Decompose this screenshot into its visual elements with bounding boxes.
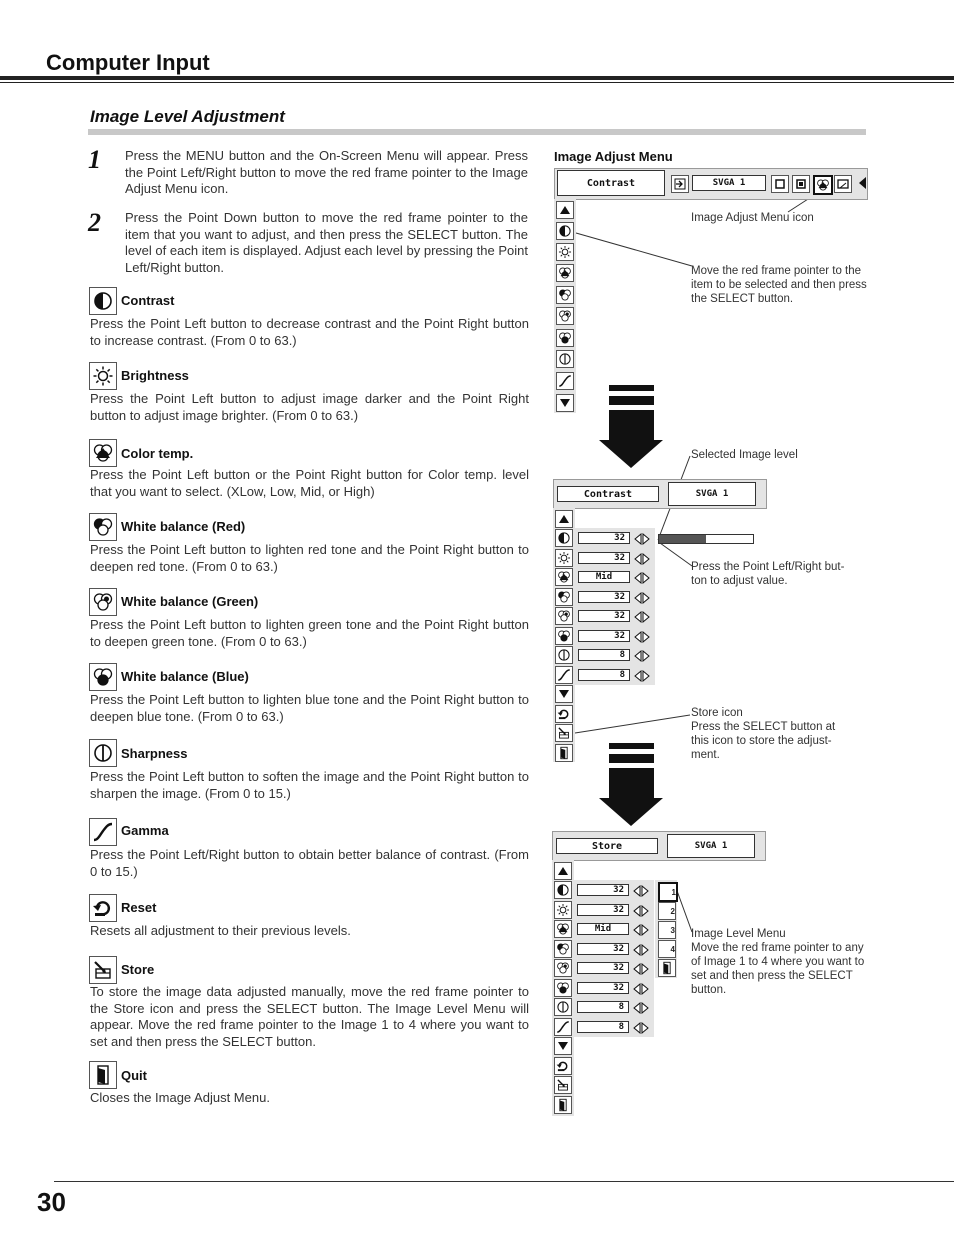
menu2-gamma-icon[interactable]	[555, 666, 573, 684]
menu3-down-icon[interactable]	[554, 1037, 572, 1055]
menu2-reset-icon[interactable]	[555, 705, 573, 723]
osd-menu1-source: SVGA 1	[692, 175, 766, 191]
menu1-color-temp-icon[interactable]	[556, 264, 574, 282]
menu3-wb-blue-icon[interactable]	[554, 979, 572, 997]
screen-menu-icon	[834, 175, 852, 193]
item-text-brightness: Press the Point Left button to adjust image darker and the Point Right button to adjust image brighter. (From 0 to 63.)	[90, 391, 529, 423]
step-text-2: Press the Point Down button to move the red frame pointer to the item that you want to adjust, and then press the SELECT button. The level of each item is displayed. Adjust each level by pressing the Point Left/Right button.	[125, 210, 528, 275]
item-text-wb-blue: Press the Point Left button to lighten blue tone and the Point Right button to deepen blue tone. (From 0 to 63.)	[90, 692, 529, 724]
section-title: Computer Input	[46, 50, 210, 75]
menu3-contrast-icon[interactable]	[554, 881, 572, 899]
white-balance-red-icon	[89, 513, 117, 541]
menu2-quit-icon[interactable]	[555, 744, 573, 762]
item-title-contrast: Contrast	[121, 293, 175, 308]
item-text-store: To store the image data adjusted manually, move the red frame pointer to the Store icon and press the SELECT button. The Image Level Menu will appear. Move the red frame pointer to the Image 1 to 4 where you want to set and then press the SELECT button.	[90, 984, 529, 1049]
step-number-1: 1	[88, 145, 101, 174]
item-title-reset: Reset	[121, 900, 157, 915]
menu1-down-icon[interactable]	[556, 394, 574, 412]
menu2-value-wb-green: 32	[578, 610, 630, 622]
menu1-wb-blue-icon[interactable]	[556, 329, 574, 347]
menu3-gamma-icon[interactable]	[554, 1018, 572, 1036]
menu2-value-brightness: 32	[578, 552, 630, 564]
item-title-gamma: Gamma	[121, 823, 169, 838]
menu1-contrast-icon[interactable]	[556, 222, 574, 240]
menu3-value-color-temp: Mid	[577, 923, 629, 935]
menu3-color-temp-icon[interactable]	[554, 920, 572, 938]
menu2-wb-blue-icon[interactable]	[555, 627, 573, 645]
menu2-lr-icon-1[interactable]	[634, 533, 650, 545]
osd-menu2-source: SVGA 1	[668, 482, 756, 506]
menu3-lr-icon-7[interactable]	[633, 1002, 649, 1014]
menu2-level-slider[interactable]	[658, 534, 754, 544]
image-select-icon	[792, 175, 810, 193]
menu3-up-icon[interactable]	[554, 862, 572, 880]
sharpness-icon	[89, 739, 117, 767]
menu2-wb-red-icon[interactable]	[555, 588, 573, 606]
brightness-icon	[89, 362, 117, 390]
osd-menu2-label: Contrast	[557, 486, 659, 502]
image-slot-4[interactable]	[658, 940, 676, 958]
annot-store-icon: Store icon	[691, 707, 743, 719]
menu2-wb-green-icon[interactable]	[555, 607, 573, 625]
store-icon	[89, 956, 117, 984]
menu3-value-brightness: 32	[577, 904, 629, 916]
osd-menu3-label: Store	[556, 838, 658, 854]
menu3-lr-icon-2[interactable]	[633, 905, 649, 917]
item-title-wb-green: White balance (Green)	[121, 594, 259, 609]
item-title-wb-red: White balance (Red)	[121, 519, 246, 534]
image-slot-4-label: 4	[670, 944, 675, 954]
page-number: 30	[37, 1187, 66, 1217]
menu2-lr-icon-4[interactable]	[634, 592, 650, 604]
annot-image-level-menu: Image Level Menu	[691, 928, 786, 940]
image-slot-3[interactable]	[658, 921, 676, 939]
image-slot-1-label: 1	[671, 887, 676, 897]
menu3-store-icon[interactable]	[554, 1076, 572, 1094]
item-text-color-temp: Press the Point Left button or the Point Right button for Color temp. level that you want to select. (XLow, Low, Mid, or High)	[90, 467, 529, 499]
annot-image-level-desc: Move the red frame pointer to any of Image 1 to 4 where you want to set and then press the SELECT button.	[691, 942, 865, 996]
color-temp-icon	[89, 439, 117, 467]
system-menu-icon	[771, 175, 789, 193]
image-slot-1[interactable]	[658, 882, 678, 902]
figure-title: Image Adjust Menu	[554, 149, 673, 164]
subtitle-bar	[88, 129, 866, 135]
gamma-icon	[89, 818, 117, 846]
menu2-down-icon[interactable]	[555, 685, 573, 703]
menu2-value-wb-blue: 32	[578, 630, 630, 642]
step-number-2: 2	[88, 208, 101, 237]
menu1-wb-green-icon[interactable]	[556, 307, 574, 325]
menu2-value-contrast: 32	[578, 532, 630, 544]
menu2-value-sharpness: 8	[578, 649, 630, 661]
menu1-gamma-icon[interactable]	[556, 372, 574, 390]
menu3-lr-icon-3[interactable]	[633, 924, 649, 936]
menu3-wb-red-icon[interactable]	[554, 940, 572, 958]
menu2-value-color-temp: Mid	[578, 571, 630, 583]
annot-selected-level: Selected Image level	[691, 449, 798, 461]
menu1-sharpness-icon[interactable]	[556, 350, 574, 368]
image-adjust-menu-icon[interactable]	[813, 175, 833, 195]
annot-left-right: Press the Point Left/Right but- ton to adjust value.	[691, 561, 845, 587]
menu3-reset-icon[interactable]	[554, 1057, 572, 1075]
item-text-contrast: Press the Point Left button to decrease contrast and the Point Right button to increase contrast. (From 0 to 63.)	[90, 316, 529, 348]
menu2-brightness-icon[interactable]	[555, 549, 573, 567]
item-title-wb-blue: White balance (Blue)	[121, 669, 249, 684]
image-level-quit-icon[interactable]	[658, 959, 676, 977]
menu1-brightness-icon[interactable]	[556, 243, 574, 261]
menu2-lr-icon-5[interactable]	[634, 611, 650, 623]
menu3-sharpness-icon[interactable]	[554, 998, 572, 1016]
item-title-color-temp: Color temp.	[121, 446, 194, 461]
input-icon	[671, 175, 689, 193]
menu3-lr-icon-5[interactable]	[633, 963, 649, 975]
item-title-quit: Quit	[121, 1068, 147, 1083]
menu2-contrast-icon[interactable]	[555, 529, 573, 547]
menu3-wb-green-icon[interactable]	[554, 959, 572, 977]
menu3-lr-icon-6[interactable]	[633, 983, 649, 995]
sound-menu-icon	[856, 175, 866, 191]
menu3-value-wb-red: 32	[577, 943, 629, 955]
menu2-color-temp-icon[interactable]	[555, 568, 573, 586]
menu2-lr-icon-8[interactable]	[634, 670, 650, 682]
step-text-1: Press the MENU button and the On-Screen Menu will appear. Press the Point Left/Right button to move the red frame pointer to the Image Adjust Menu icon.	[125, 148, 528, 196]
annot-store-desc: Press the SELECT button at this icon to store the adjust- ment.	[691, 721, 836, 761]
menu2-value-wb-red: 32	[578, 591, 630, 603]
menu3-value-sharpness: 8	[577, 1001, 629, 1013]
osd-menu3-source: SVGA 1	[667, 834, 755, 858]
menu2-store-icon[interactable]	[555, 724, 573, 742]
osd-menu1-label: Contrast	[557, 170, 665, 196]
item-title-brightness: Brightness	[121, 368, 189, 383]
menu3-lr-icon-1[interactable]	[633, 885, 649, 897]
page-subtitle: Image Level Adjustment	[90, 107, 285, 126]
item-title-store: Store	[121, 962, 155, 977]
item-title-sharpness: Sharpness	[121, 746, 188, 761]
menu1-wb-red-icon[interactable]	[556, 286, 574, 304]
header-rule-thin	[0, 82, 954, 83]
item-text-wb-green: Press the Point Left button to lighten green tone and the Point Right button to deepen green tone. (From 0 to 63.)	[90, 617, 529, 649]
menu2-lr-icon-7[interactable]	[634, 650, 650, 662]
menu3-value-gamma: 8	[577, 1021, 629, 1033]
header-rule	[0, 76, 954, 80]
item-text-reset: Resets all adjustment to their previous levels.	[90, 923, 351, 938]
item-text-wb-red: Press the Point Left button to lighten red tone and the Point Right button to deepen red tone. (From 0 to 63.)	[90, 542, 529, 574]
contrast-icon	[89, 287, 117, 315]
image-slot-2-label: 2	[670, 906, 675, 916]
menu3-brightness-icon[interactable]	[554, 901, 572, 919]
menu1-up-icon[interactable]	[556, 201, 574, 219]
menu3-value-wb-blue: 32	[577, 982, 629, 994]
annot-menu-icon: Image Adjust Menu icon	[691, 212, 814, 224]
menu2-lr-icon-3[interactable]	[634, 572, 650, 584]
image-slot-2[interactable]	[658, 902, 676, 920]
menu3-lr-icon-8[interactable]	[633, 1022, 649, 1034]
menu2-sharpness-icon[interactable]	[555, 646, 573, 664]
menu3-value-contrast: 32	[577, 884, 629, 896]
annot-move-pointer: Move the red frame pointer to the item to be selected and then press the SELECT button.	[691, 265, 867, 305]
menu3-quit-icon[interactable]	[554, 1096, 572, 1114]
menu3-value-wb-green: 32	[577, 962, 629, 974]
menu2-lr-icon-6[interactable]	[634, 631, 650, 643]
menu3-lr-icon-4[interactable]	[633, 944, 649, 956]
item-text-sharpness: Press the Point Left button to soften the image and the Point Right button to sharpen the image. (From 0 to 15.)	[90, 769, 529, 801]
white-balance-green-icon	[89, 588, 117, 616]
menu2-up-icon[interactable]	[555, 510, 573, 528]
menu2-value-gamma: 8	[578, 669, 630, 681]
item-text-quit: Closes the Image Adjust Menu.	[90, 1090, 270, 1105]
white-balance-blue-icon	[89, 663, 117, 691]
reset-icon	[89, 894, 117, 922]
menu2-level-slider-fill	[659, 535, 706, 543]
menu2-lr-icon-2[interactable]	[634, 553, 650, 565]
image-slot-3-label: 3	[670, 925, 675, 935]
quit-icon	[89, 1061, 117, 1089]
item-text-gamma: Press the Point Left/Right button to obtain better balance of contrast. (From 0 to 15.)	[90, 847, 529, 879]
footer-rule	[54, 1181, 954, 1182]
